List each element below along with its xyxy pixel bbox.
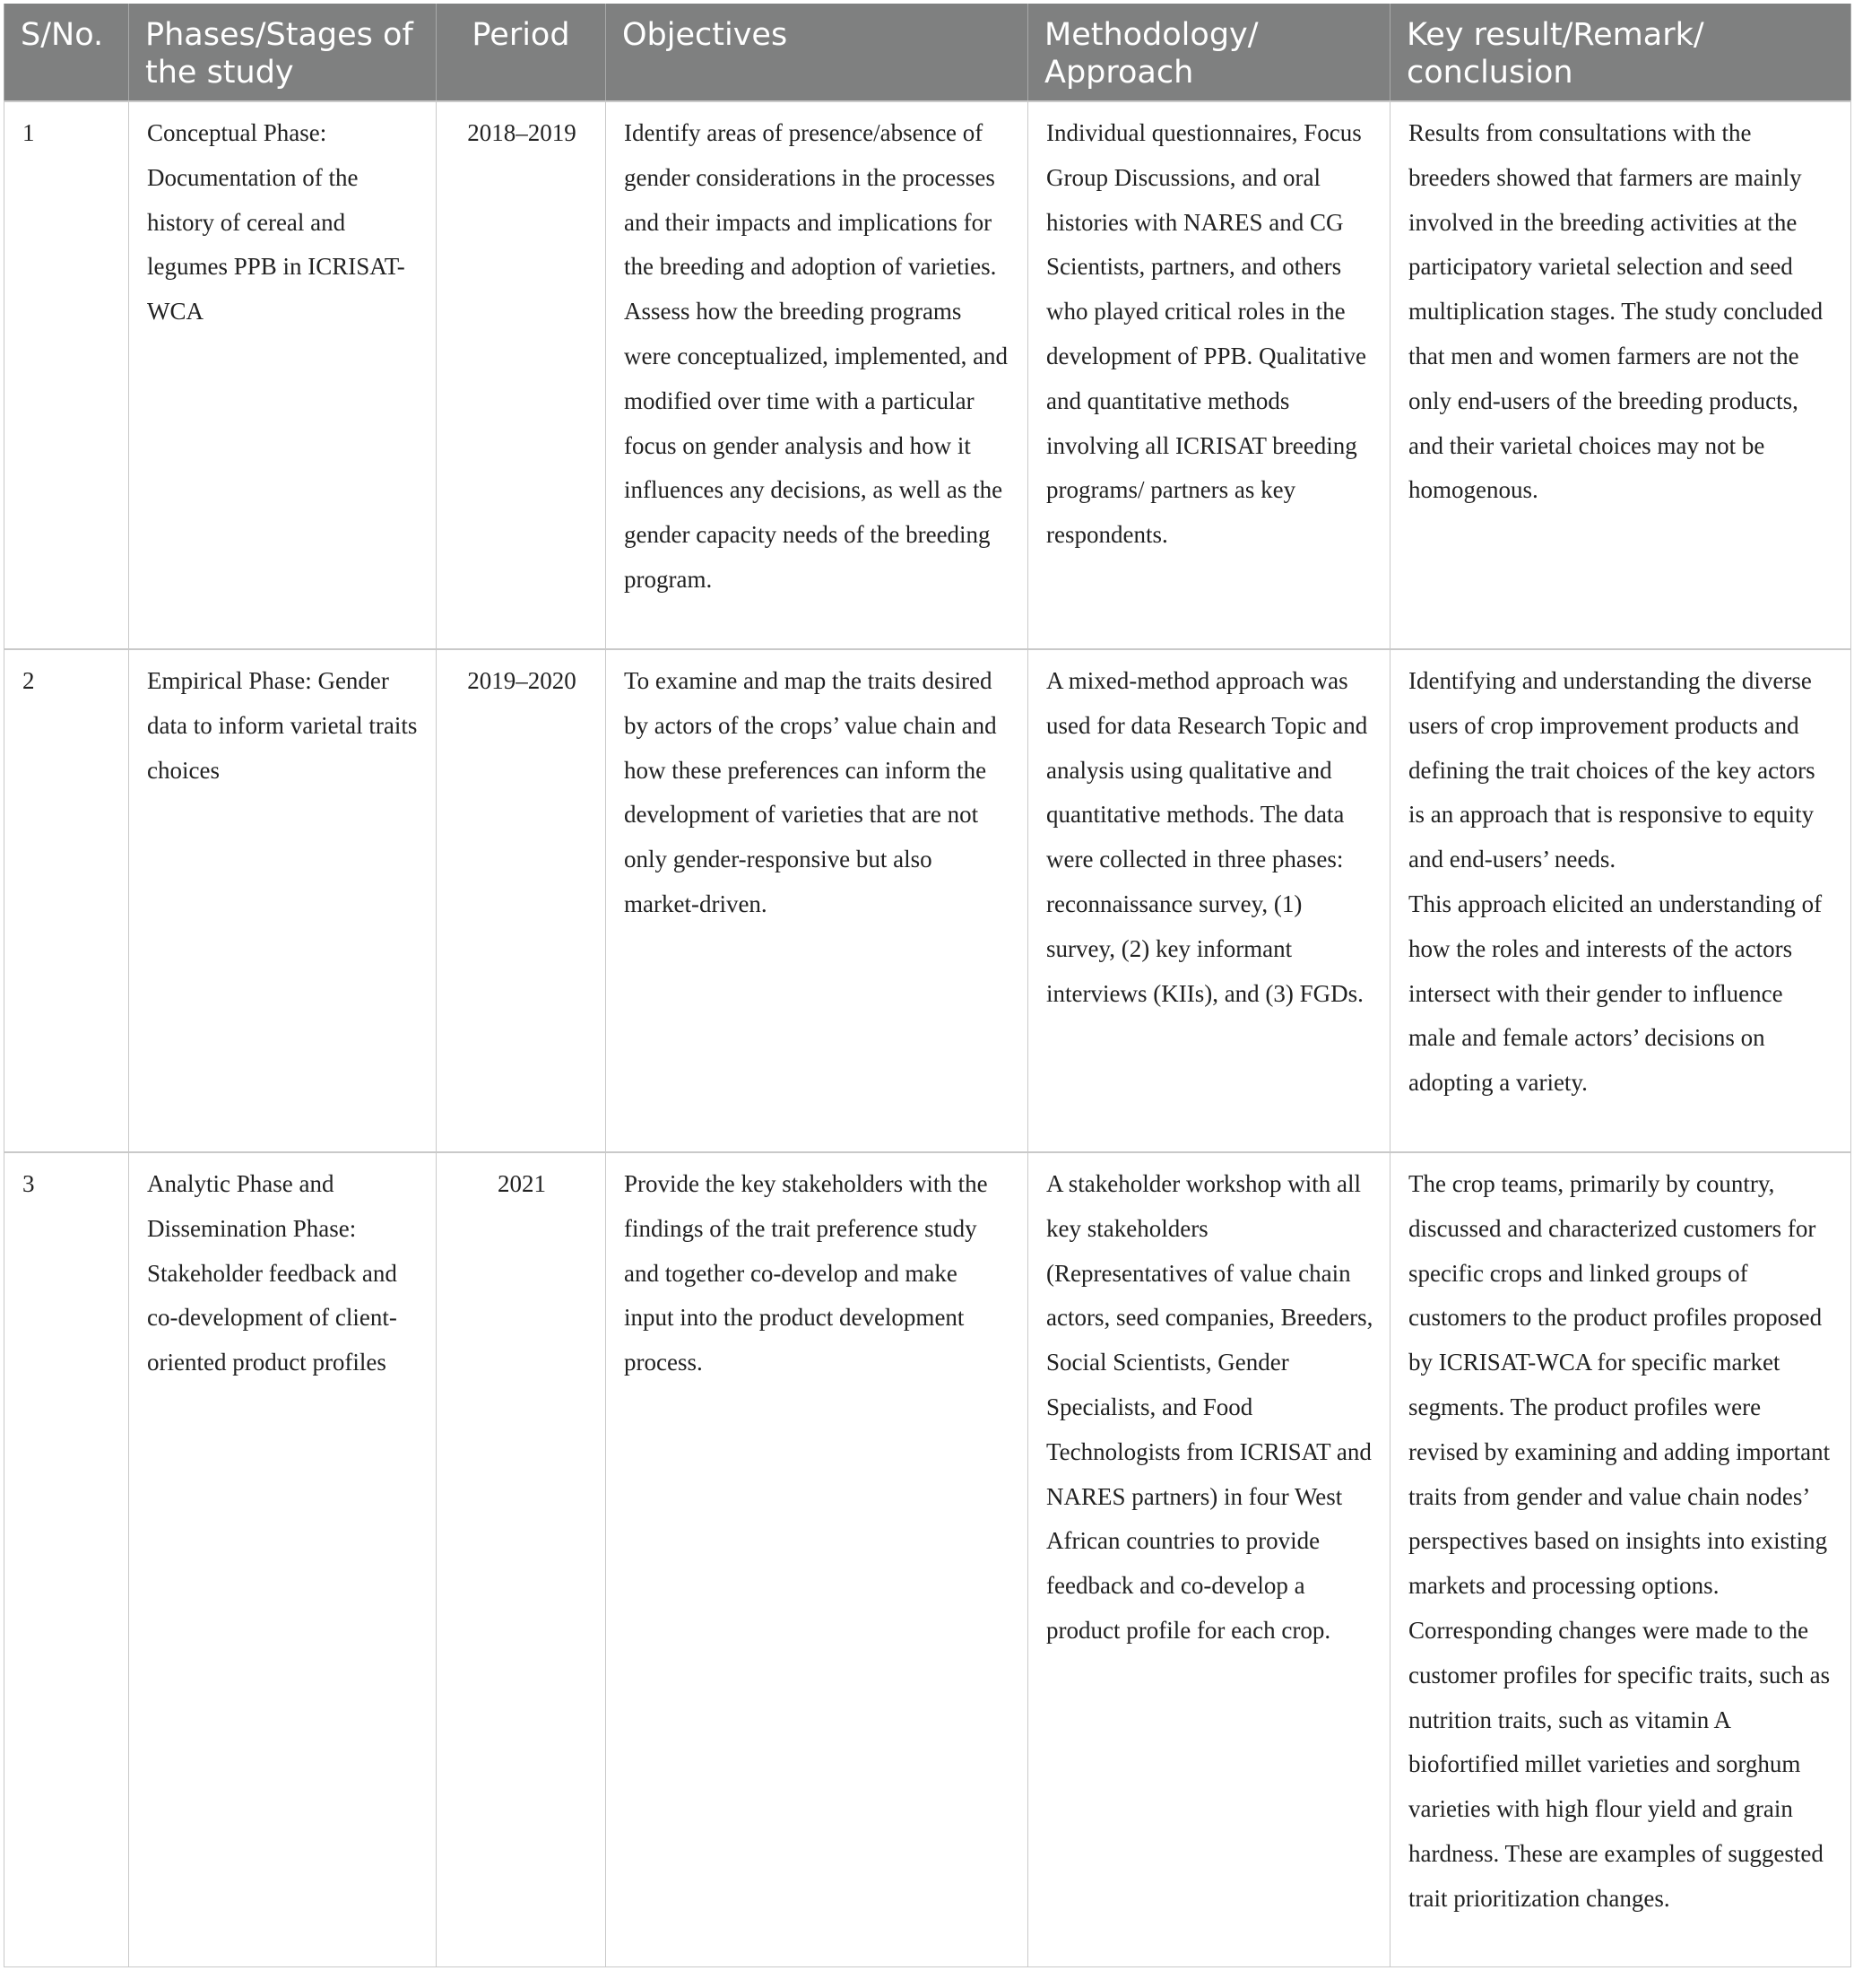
cell-methodology: Individual questionnaires, Focus Group Discussions, and oral histories with NARES and CG Scientists, partners, and others who played critical roles in the development of PPB. Qualitative and quantitative methods involving all ICRISAT breeding programs/ partners as key respondents.	[1028, 101, 1390, 649]
header-sno: S/No.	[4, 4, 129, 101]
cell-sno: 3	[4, 1152, 129, 1966]
header-phase: Phases/Stages of the study	[129, 4, 437, 101]
result-paragraph-2: This approach elicited an understanding of how the roles and interests of the actors intersect with their gender to influence male and female actors’ decisions on adopting a variety.	[1408, 890, 1823, 1097]
cell-sno: 2	[4, 649, 129, 1152]
study-phases-table	[4, 4, 1851, 1967]
result-paragraph: Results from consultations with the breeders showed that farmers are mainly involved in the breeding activities at the participatory varietal selection and seed multiplication stages. The study concluded that men and women farmers are not the only end-users of the breeding products, and their varietal choices may not be homogenous.	[1408, 119, 1824, 504]
cell-methodology: A stakeholder workshop with all key stakeholders (Representatives of value chain actors, seed companies, Breeders, Social Scientists, Gender Specialists, and Food Technologists from ICRISAT and NARES partners) in four West African countries to provide feedback and co-develop a product profile for each crop.	[1028, 1152, 1390, 1966]
cell-result	[1390, 1152, 1851, 1966]
cell-objectives: To examine and map the traits desired by actors of the crops’ value chain and how these preferences can inform the development of varieties that are not only gender-responsive but also market-driven.	[606, 649, 1028, 1152]
header-row	[4, 4, 1851, 101]
cell-phase: Analytic Phase and Dissemination Phase: Stakeholder feedback and co-development of client-oriented product profiles	[129, 1152, 437, 1966]
header-result: Key result/Remark/ conclusion	[1390, 4, 1851, 101]
table-row	[4, 1152, 1851, 1966]
cell-result	[1390, 649, 1851, 1152]
header-methodology: Methodology/ Approach	[1028, 4, 1390, 101]
cell-objectives: Provide the key stakeholders with the findings of the trait preference study and together co-develop and make input into the product development process.	[606, 1152, 1028, 1966]
result-paragraph: The crop teams, primarily by country, discussed and characterized customers for specific crops and linked groups of customers to the product profiles proposed by ICRISAT-WCA for specific market segments. The product profiles were revised by examining and adding important traits from gender and value chain nodes’ perspectives based on insights into existing markets and processing options. Corresponding changes were made to the customer profiles for specific traits, such as nutrition traits, such as vitamin A biofortified millet varieties and sorghum varieties with high flour yield and grain hardness. These are examples of suggested trait prioritization changes.	[1408, 1170, 1831, 1912]
cell-objectives: Identify areas of presence/absence of gender considerations in the processes and their impacts and implications for the breeding and adoption of varieties. Assess how the breeding programs were conceptualized, implemented, and modified over time with a particular focus on gender analysis and how it influences any decisions, as well as the gender capacity needs of the breeding program.	[606, 101, 1028, 649]
cell-period: 2021	[437, 1152, 606, 1966]
cell-period: 2018–2019	[437, 101, 606, 649]
cell-methodology: A mixed-method approach was used for data Research Topic and analysis using qualitative and quantitative methods. The data were collected in three phases: reconnaissance survey, (1) survey, (2) key informant interviews (KIIs), and (3) FGDs.	[1028, 649, 1390, 1152]
table-row	[4, 649, 1851, 1152]
cell-phase: Empirical Phase: Gender data to inform varietal traits choices	[129, 649, 437, 1152]
cell-period: 2019–2020	[437, 649, 606, 1152]
table-row	[4, 101, 1851, 649]
result-paragraph: Identifying and understanding the diverse users of crop improvement products and defining the trait choices of the key actors is an approach that is responsive to equity and end-users’ needs.	[1408, 667, 1815, 873]
cell-phase: Conceptual Phase: Documentation of the history of cereal and legumes PPB in ICRISAT- WCA	[129, 101, 437, 649]
header-period: Period	[437, 4, 606, 101]
header-objectives: Objectives	[606, 4, 1028, 101]
cell-sno: 1	[4, 101, 129, 649]
cell-result	[1390, 101, 1851, 649]
